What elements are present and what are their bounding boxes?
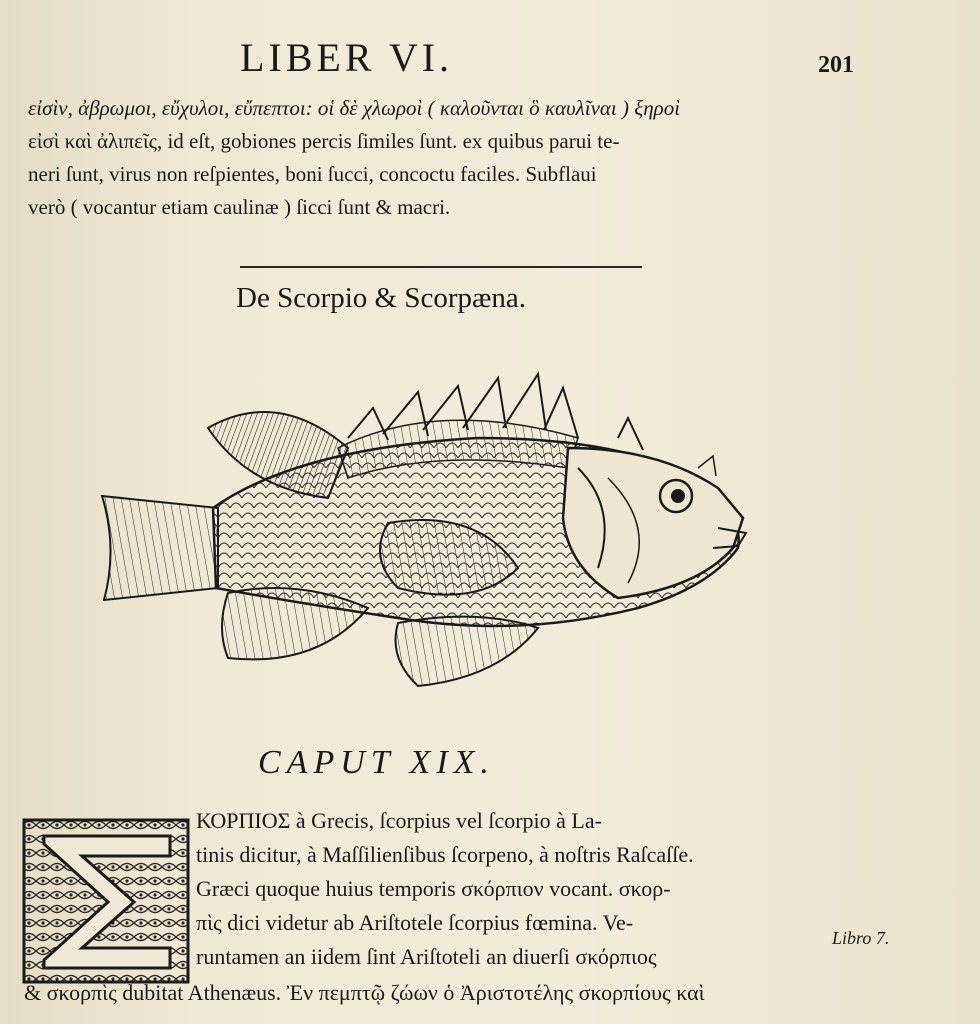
fish-head bbox=[563, 448, 743, 598]
body-line: & σκορπὶς dubitat Athenæus. Ἐν πεμπτῷ ζώων ὁ Ἀριστοτέλης σκορπίους καὶ bbox=[24, 980, 705, 1005]
body-line: Græci quoque huius temporis σκόρπιον vocant. σκορ- bbox=[196, 876, 671, 901]
head-spine bbox=[618, 418, 643, 450]
page-number: 201 bbox=[818, 52, 854, 78]
page-header bbox=[0, 32, 980, 82]
body-line: tinis dicitur, à Maſſilienſibus ſcorpeno, à noſtris Raſcaſſe. bbox=[196, 842, 694, 867]
running-head: LIBER VI. bbox=[240, 35, 454, 80]
section-rule bbox=[240, 266, 642, 268]
tail-fin bbox=[102, 496, 218, 600]
margin-note: Libro 7. bbox=[832, 928, 890, 948]
body-line: runtamen an iidem ſint Ariſtoteli an diuerſi σκόρπιος bbox=[196, 944, 657, 969]
chapter-heading: CAPUT XIX. bbox=[258, 744, 495, 781]
body-line: ΚΟΡΠΙΟΣ à Grecis, ſcorpius vel ſcorpio à La- bbox=[196, 808, 602, 833]
text-line: verò ( vocantur etiam caulinæ ) ſicci ſunt & macri. bbox=[28, 195, 451, 219]
top-paragraph bbox=[28, 92, 828, 224]
decorated-initial-sigma bbox=[22, 818, 190, 984]
text-line: neri ſunt, virus non reſpientes, boni ſucci, concoctu faciles. Subflaui bbox=[28, 162, 597, 186]
section-title: De Scorpio & Scorpæna. bbox=[236, 282, 526, 314]
text-line: εἰσὶ καὶ ἀλιπεῖς, id eſt, gobiones percis ſimiles ſunt. ex quibus parui te- bbox=[28, 129, 620, 153]
body-line: πὶς dici videtur ab Ariſtotele ſcorpius fœmina. Ve- bbox=[196, 910, 634, 935]
anal-fin bbox=[396, 617, 539, 686]
pelvic-fin bbox=[222, 588, 368, 659]
text-line: εἰσὶν, ἀβρωμοι, εὔχυλοι, εὔπεπτοι: οἱ δὲ χλωροὶ ( καλοῦνται ὃ καυλῖναι ) ξηροὶ bbox=[28, 96, 681, 120]
fish-woodcut-illustration bbox=[98, 368, 748, 688]
